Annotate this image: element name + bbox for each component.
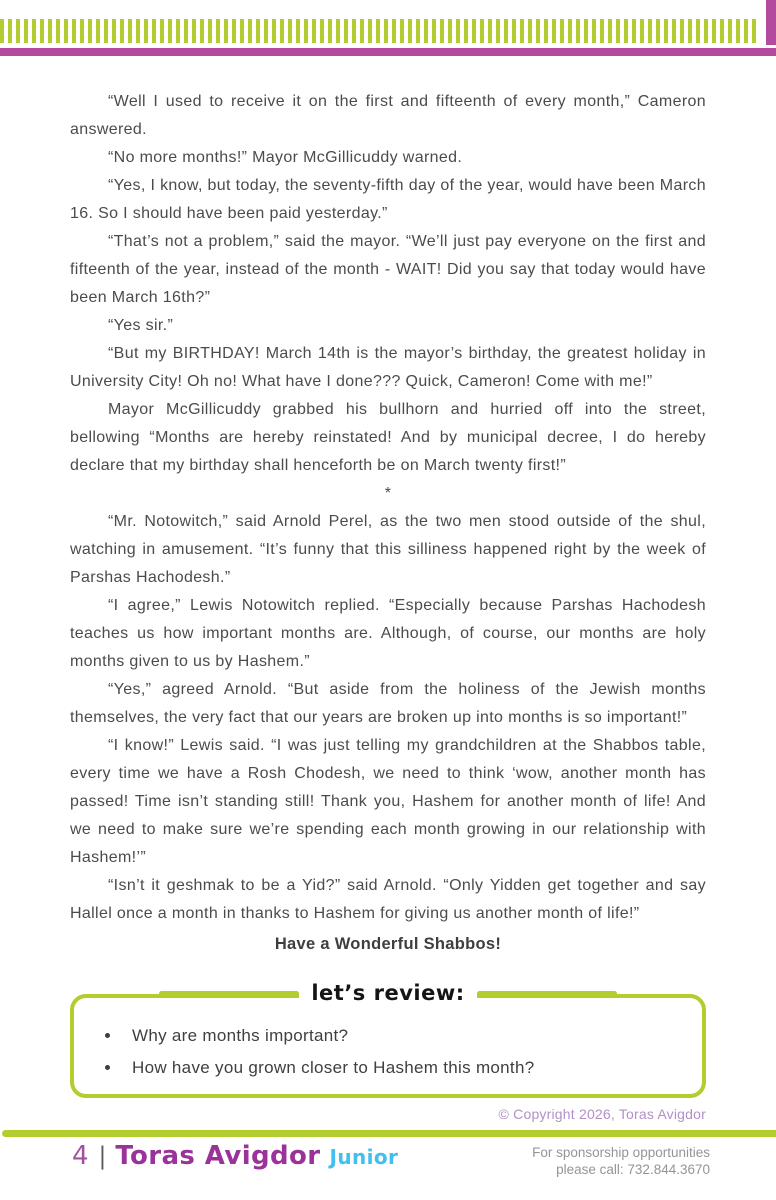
- review-question: • Why are months important?: [122, 1020, 682, 1052]
- lets-review-box: [70, 981, 706, 1098]
- review-title: let’s review:: [299, 981, 476, 1005]
- brand-suffix: Junior: [329, 1145, 399, 1169]
- review-title-left-rule: [159, 991, 299, 996]
- review-question: • How have you grown closer to Hashem this month?: [122, 1052, 682, 1084]
- story-paragraph: “Yes,” agreed Arnold. “But aside from the holiness of the Jewish months themselves, the very fact that our years are broken up into months is so important!”: [70, 681, 706, 726]
- page-content: [70, 88, 706, 1122]
- story-paragraph: “I agree,” Lewis Notowitch replied. “Especially because Parshas Hachodesh teaches us how important months are. Although, of course, our months are holy months given to us by Hashem.”: [70, 597, 706, 670]
- story-section-2: [70, 508, 706, 928]
- story-body: [70, 88, 706, 928]
- footer-brand: [72, 1141, 398, 1171]
- story-paragraph: “Isn’t it geshmak to be a Yid?” said Arnold. “Only Yidden get together and say Hallel once a month in thanks to Hashem for giving us another month of life!”: [70, 877, 706, 922]
- section-separator: *: [384, 485, 392, 502]
- footer-rule: [2, 1130, 776, 1137]
- story-paragraph: “Yes sir.”: [108, 317, 174, 334]
- sponsorship-line-1: For sponsorship opportunities: [532, 1145, 710, 1160]
- copyright-notice: © Copyright 2026, Toras Avigdor: [498, 1106, 706, 1122]
- sponsorship-line-2: please call: 732.844.3670: [556, 1162, 710, 1177]
- review-title-right-rule: [477, 991, 617, 996]
- story-section-1: [70, 88, 706, 480]
- review-question-list: [98, 1020, 682, 1084]
- sponsorship-info: [532, 1141, 710, 1178]
- story-paragraph: “No more months!” Mayor McGillicuddy warned.: [108, 149, 463, 166]
- story-paragraph: “Yes, I know, but today, the seventy-fifth day of the year, would have been March 16. So I should have been paid yesterday.”: [70, 177, 706, 222]
- story-paragraph: “That’s not a problem,” said the mayor. “We’ll just pay everyone on the first and fifteenth of the year, instead of the month - WAIT! Did you say that today would have been March 16th?”: [70, 233, 706, 306]
- brand-name: Toras Avigdor: [115, 1141, 321, 1171]
- footer: [72, 1141, 710, 1178]
- story-paragraph: Mayor McGillicuddy grabbed his bullhorn and hurried off into the street, bellowing “Months are hereby reinstated! And by municipal decree, I do hereby declare that my birthday shall henceforth be on March twenty first!”: [70, 401, 706, 474]
- top-magenta-rule: [0, 48, 776, 56]
- review-header: [74, 981, 702, 1005]
- story-paragraph: “I know!” Lewis said. “I was just telling my grandchildren at the Shabbos table, every time we have a Rosh Chodesh, we need to think ‘wow, another month has passed! Time isn’t standing still! Thank you, Hashem for another month of life! And we need to make sure we’re spending each month growing in our relationship with Hashem!’”: [70, 737, 706, 866]
- top-dashed-border: [0, 19, 760, 43]
- story-paragraph: “Mr. Notowitch,” said Arnold Perel, as the two men stood outside of the shul, watching in amusement. “It’s funny that this silliness happened right by the week of Parshas Hachodesh.”: [70, 513, 706, 586]
- story-paragraph: “But my BIRTHDAY! March 14th is the mayor’s birthday, the greatest holiday in University City! Oh no! What have I done??? Quick, Cameron! Come with me!”: [70, 345, 706, 390]
- story-paragraph: “Well I used to receive it on the first and fifteenth of every month,” Cameron answered.: [70, 93, 706, 138]
- top-right-corner-accent: [766, 0, 776, 45]
- footer-divider: |: [98, 1142, 105, 1170]
- closing-wish: Have a Wonderful Shabbos!: [274, 935, 502, 953]
- page-number: 4: [72, 1141, 89, 1171]
